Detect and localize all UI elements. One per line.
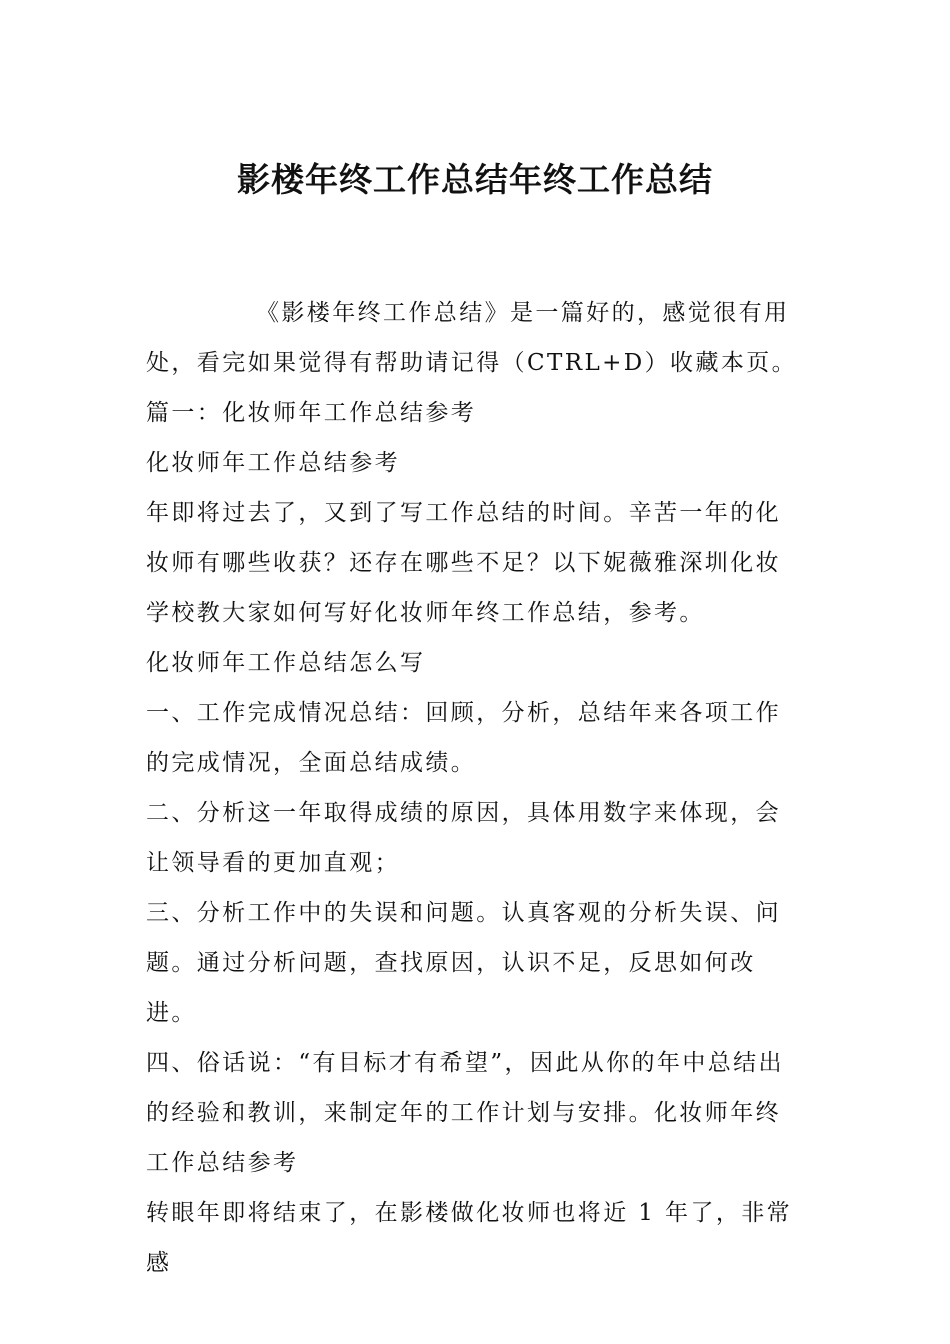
section-heading: 篇一：化妆师年工作总结参考 [146, 400, 477, 426]
document-body [146, 288, 806, 1288]
body-paragraph: 转眼年即将结束了，在影楼做化妆师也将近 1 年了，非常感 [146, 1200, 793, 1276]
list-item: 一、工作完成情况总结：回顾，分析，总结年来各项工作的完成情况，全面总结成绩。 [146, 700, 781, 776]
document-title: 影楼年终工作总结年终工作总结 [237, 160, 713, 199]
list-item: 四、俗话说：“有目标才有希望”，因此从你的年中总结出的经验和教训，来制定年的工作计划与安排。化妆师年终工作总结参考 [146, 1050, 784, 1176]
body-paragraph: 年即将过去了，又到了写工作总结的时间。辛苦一年的化妆师有哪些收获？还存在哪些不足？以下妮薇雅深圳化妆学校教大家如何写好化妆师年终工作总结，参考。 [146, 500, 781, 626]
list-item: 三、分析工作中的失误和问题。认真客观的分析失误、问题。通过分析问题，查找原因，认识不足，反思如何改进。 [146, 900, 781, 1026]
list-item: 二、分析这一年取得成绩的原因，具体用数字来体现，会让领导看的更加直观； [146, 800, 781, 876]
subsection-heading: 化妆师年工作总结参考 [146, 450, 400, 476]
subsection-heading: 化妆师年工作总结怎么写 [146, 650, 426, 676]
intro-paragraph: 《影楼年终工作总结》是一篇好的，感觉很有用处，看完如果觉得有帮助请记得（CTRL+D）收藏本页。 [146, 300, 798, 376]
